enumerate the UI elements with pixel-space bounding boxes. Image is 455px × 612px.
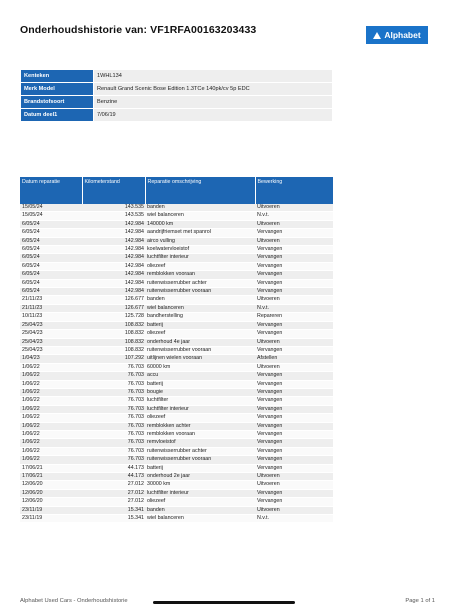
cell-operation: Uitvoeren: [255, 481, 333, 489]
cell-operation: Vervangen: [255, 422, 333, 430]
cell-description: ruitenwisserrubber vooraan: [145, 288, 255, 296]
cell-mileage: 44.173: [82, 473, 145, 481]
table-row: [20, 288, 333, 296]
table-row: [20, 296, 333, 304]
table-row: [20, 363, 333, 371]
cell-date: 6/05/24: [20, 246, 82, 254]
vehicle-info-label: Brandstofsoort: [21, 96, 94, 109]
cell-date: 25/04/23: [20, 338, 82, 346]
cell-description: onderhoud 4e jaar: [145, 338, 255, 346]
cell-mileage: 142.984: [82, 229, 145, 237]
cell-operation: Vervangen: [255, 388, 333, 396]
table-row: [20, 313, 333, 321]
cell-date: 1/06/22: [20, 456, 82, 464]
cell-date: 17/06/21: [20, 473, 82, 481]
cell-operation: Vervangen: [255, 271, 333, 279]
cell-description: wiel balanceren: [145, 212, 255, 220]
column-header: Reparatie omschrijving: [145, 177, 255, 204]
cell-date: 1/06/22: [20, 447, 82, 455]
cell-operation: Vervangen: [255, 321, 333, 329]
cell-mileage: 108.832: [82, 330, 145, 338]
table-row: [20, 422, 333, 430]
table-row: [20, 456, 333, 464]
column-header: Bewerking: [255, 177, 333, 204]
cell-mileage: 76.703: [82, 456, 145, 464]
cell-description: remblokken vooraan: [145, 271, 255, 279]
cell-description: remblokken achter: [145, 422, 255, 430]
cell-description: remvloeistof: [145, 439, 255, 447]
cell-operation: Vervangen: [255, 489, 333, 497]
table-row: [20, 473, 333, 481]
cell-mileage: 143.535: [82, 204, 145, 212]
cell-description: ruitenwisserrubber vooraan: [145, 456, 255, 464]
cell-mileage: 143.535: [82, 212, 145, 220]
cell-operation: Vervangen: [255, 464, 333, 472]
cell-date: 6/05/24: [20, 229, 82, 237]
cell-mileage: 107.292: [82, 355, 145, 363]
footer-label: Alphabet Used Cars - Onderhoudshistorie: [20, 598, 128, 604]
cell-mileage: 76.703: [82, 422, 145, 430]
cell-mileage: 142.984: [82, 237, 145, 245]
table-row: [20, 506, 333, 514]
table-row: [20, 220, 333, 228]
vehicle-info-value: 1WHL134: [94, 70, 333, 83]
cell-operation: Uitvoeren: [255, 220, 333, 228]
cell-mileage: 108.832: [82, 346, 145, 354]
cell-description: oliezeef: [145, 414, 255, 422]
page-number: Page 1 of 1: [405, 598, 435, 604]
cell-operation: Vervangen: [255, 372, 333, 380]
cell-date: 1/06/22: [20, 388, 82, 396]
cell-mileage: 126.677: [82, 304, 145, 312]
table-header-row: [20, 177, 333, 204]
cell-description: onderhoud 2e jaar: [145, 473, 255, 481]
cell-date: 1/06/22: [20, 380, 82, 388]
cell-mileage: 76.703: [82, 363, 145, 371]
vehicle-info-label: Merk Model: [21, 83, 94, 96]
cell-mileage: 76.703: [82, 388, 145, 396]
cell-date: 1/06/22: [20, 363, 82, 371]
cell-mileage: 76.703: [82, 430, 145, 438]
cell-description: luchtfilter interieur: [145, 254, 255, 262]
table-row: [20, 464, 333, 472]
vehicle-info-table: [20, 69, 333, 122]
cell-description: 60000 km: [145, 363, 255, 371]
cell-operation: Vervangen: [255, 279, 333, 287]
cell-date: 6/05/24: [20, 220, 82, 228]
cell-description: luchtfilter interieur: [145, 405, 255, 413]
table-row: [20, 338, 333, 346]
cell-description: wiel balanceren: [145, 515, 255, 523]
cell-mileage: 76.703: [82, 414, 145, 422]
cell-mileage: 125.728: [82, 313, 145, 321]
cell-description: remblokken vooraan: [145, 430, 255, 438]
cell-description: luchtfilter: [145, 397, 255, 405]
table-row: [20, 212, 333, 220]
cell-mileage: 126.677: [82, 296, 145, 304]
cell-mileage: 15.341: [82, 506, 145, 514]
cell-mileage: 76.703: [82, 380, 145, 388]
table-row: [20, 397, 333, 405]
cell-description: batterij: [145, 380, 255, 388]
cell-date: 12/06/20: [20, 489, 82, 497]
page-title: Onderhoudshistorie van: VF1RFA00163203433: [20, 24, 257, 36]
table-row: [20, 346, 333, 354]
cell-operation: Vervangen: [255, 430, 333, 438]
cell-date: 1/06/22: [20, 405, 82, 413]
cell-date: 23/11/19: [20, 506, 82, 514]
cell-mileage: 142.984: [82, 246, 145, 254]
table-row: [20, 279, 333, 287]
cell-mileage: 142.984: [82, 220, 145, 228]
cell-operation: Uitvoeren: [255, 506, 333, 514]
cell-description: aandrijfriemset met spanrol: [145, 229, 255, 237]
table-row: [20, 204, 333, 212]
cell-date: 10/11/23: [20, 313, 82, 321]
cell-description: batterij: [145, 464, 255, 472]
cell-operation: Vervangen: [255, 439, 333, 447]
column-header: Kilometerstand: [82, 177, 145, 204]
cell-operation: Vervangen: [255, 456, 333, 464]
cell-description: koelwatervloeistof: [145, 246, 255, 254]
cell-description: accu: [145, 372, 255, 380]
vehicle-info-row: [21, 70, 333, 83]
cell-mileage: 142.984: [82, 262, 145, 270]
cell-date: 6/05/24: [20, 279, 82, 287]
cell-mileage: 142.984: [82, 254, 145, 262]
cell-description: ruitenwisserrubber vooraan: [145, 346, 255, 354]
table-row: [20, 237, 333, 245]
scroll-handle[interactable]: [153, 601, 295, 604]
cell-mileage: 27.012: [82, 481, 145, 489]
cell-operation: Vervangen: [255, 397, 333, 405]
table-row: [20, 246, 333, 254]
cell-operation: Vervangen: [255, 346, 333, 354]
cell-description: banden: [145, 204, 255, 212]
cell-date: 21/11/23: [20, 304, 82, 312]
table-row: [20, 388, 333, 396]
cell-description: 140000 km: [145, 220, 255, 228]
table-row: [20, 321, 333, 329]
cell-date: 12/06/20: [20, 498, 82, 506]
table-row: [20, 447, 333, 455]
table-row: [20, 489, 333, 497]
table-row: [20, 414, 333, 422]
table-row: [20, 254, 333, 262]
cell-date: 1/06/22: [20, 372, 82, 380]
table-row: [20, 372, 333, 380]
cell-description: luchtfilter interieur: [145, 489, 255, 497]
cell-description: oliezeef: [145, 262, 255, 270]
cell-date: 17/06/21: [20, 464, 82, 472]
vehicle-info-label: Datum deel1: [21, 109, 94, 122]
cell-operation: Vervangen: [255, 414, 333, 422]
cell-operation: N.v.t.: [255, 515, 333, 523]
cell-date: 1/06/22: [20, 397, 82, 405]
vehicle-info-value: Benzine: [94, 96, 333, 109]
alphabet-logo: [366, 26, 428, 44]
cell-date: 21/11/23: [20, 296, 82, 304]
cell-date: 6/05/24: [20, 288, 82, 296]
cell-mileage: 15.341: [82, 515, 145, 523]
table-row: [20, 262, 333, 270]
cell-operation: Vervangen: [255, 254, 333, 262]
table-row: [20, 304, 333, 312]
vehicle-info-row: [21, 83, 333, 96]
cell-description: ruitenwisserrubber achter: [145, 447, 255, 455]
logo-triangle-icon: [373, 32, 381, 39]
table-row: [20, 515, 333, 523]
cell-date: 12/06/20: [20, 481, 82, 489]
cell-date: 25/04/23: [20, 330, 82, 338]
cell-operation: Vervangen: [255, 246, 333, 254]
cell-description: oliezeef: [145, 330, 255, 338]
table-row: [20, 430, 333, 438]
vehicle-info-row: [21, 96, 333, 109]
cell-description: banden: [145, 506, 255, 514]
cell-date: 23/11/19: [20, 515, 82, 523]
cell-description: oliezeef: [145, 498, 255, 506]
cell-date: 25/04/23: [20, 346, 82, 354]
vehicle-info-label: Kenteken: [21, 70, 94, 83]
cell-operation: Vervangen: [255, 380, 333, 388]
cell-mileage: 27.012: [82, 489, 145, 497]
cell-mileage: 76.703: [82, 397, 145, 405]
cell-mileage: 44.173: [82, 464, 145, 472]
cell-date: 25/04/23: [20, 321, 82, 329]
cell-operation: Vervangen: [255, 288, 333, 296]
cell-operation: Vervangen: [255, 229, 333, 237]
cell-description: banden: [145, 296, 255, 304]
cell-mileage: 76.703: [82, 447, 145, 455]
column-header: Datum reparatie: [20, 177, 82, 204]
table-row: [20, 330, 333, 338]
cell-mileage: 76.703: [82, 372, 145, 380]
table-row: [20, 498, 333, 506]
cell-operation: Vervangen: [255, 262, 333, 270]
cell-mileage: 108.832: [82, 338, 145, 346]
cell-description: uitlijnen wielen vooraan: [145, 355, 255, 363]
cell-date: 15/05/24: [20, 204, 82, 212]
cell-mileage: 76.703: [82, 405, 145, 413]
cell-operation: Uitvoeren: [255, 296, 333, 304]
cell-description: bandherstelling: [145, 313, 255, 321]
cell-date: 6/05/24: [20, 237, 82, 245]
table-row: [20, 271, 333, 279]
repair-history-table: [20, 177, 334, 523]
cell-date: 6/05/24: [20, 254, 82, 262]
cell-description: bougie: [145, 388, 255, 396]
cell-description: ruitenwisserrubber achter: [145, 279, 255, 287]
table-row: [20, 355, 333, 363]
cell-mileage: 142.984: [82, 271, 145, 279]
cell-description: airco vulling: [145, 237, 255, 245]
cell-date: 1/06/22: [20, 422, 82, 430]
cell-mileage: 27.012: [82, 498, 145, 506]
logo-text: Alphabet: [384, 30, 421, 40]
cell-operation: Uitvoeren: [255, 338, 333, 346]
table-row: [20, 439, 333, 447]
cell-description: batterij: [145, 321, 255, 329]
table-row: [20, 405, 333, 413]
cell-operation: Uitvoeren: [255, 237, 333, 245]
vehicle-info-value: 7/06/19: [94, 109, 333, 122]
cell-operation: Vervangen: [255, 498, 333, 506]
cell-mileage: 142.984: [82, 279, 145, 287]
cell-date: 1/06/22: [20, 414, 82, 422]
table-row: [20, 229, 333, 237]
table-row: [20, 380, 333, 388]
cell-date: 1/06/22: [20, 439, 82, 447]
cell-operation: Vervangen: [255, 447, 333, 455]
cell-operation: Vervangen: [255, 405, 333, 413]
cell-operation: N.v.t.: [255, 304, 333, 312]
cell-operation: N.v.t.: [255, 212, 333, 220]
cell-date: 1/06/22: [20, 430, 82, 438]
cell-operation: Uitvoeren: [255, 204, 333, 212]
table-row: [20, 481, 333, 489]
vehicle-info-row: [21, 109, 333, 122]
cell-operation: Uitvoeren: [255, 473, 333, 481]
cell-operation: Uitvoeren: [255, 363, 333, 371]
cell-operation: Vervangen: [255, 330, 333, 338]
cell-date: 1/04/23: [20, 355, 82, 363]
cell-operation: Afstellen: [255, 355, 333, 363]
cell-date: 15/05/24: [20, 212, 82, 220]
cell-operation: Repareren: [255, 313, 333, 321]
cell-mileage: 108.832: [82, 321, 145, 329]
cell-date: 6/05/24: [20, 262, 82, 270]
vehicle-info-value: Renault Grand Scenic Bose Edition 1.3TCe 140pk/cv 5p EDC: [94, 83, 333, 96]
cell-mileage: 76.703: [82, 439, 145, 447]
cell-description: 30000 km: [145, 481, 255, 489]
cell-mileage: 142.984: [82, 288, 145, 296]
cell-description: wiel balanceren: [145, 304, 255, 312]
cell-date: 6/05/24: [20, 271, 82, 279]
